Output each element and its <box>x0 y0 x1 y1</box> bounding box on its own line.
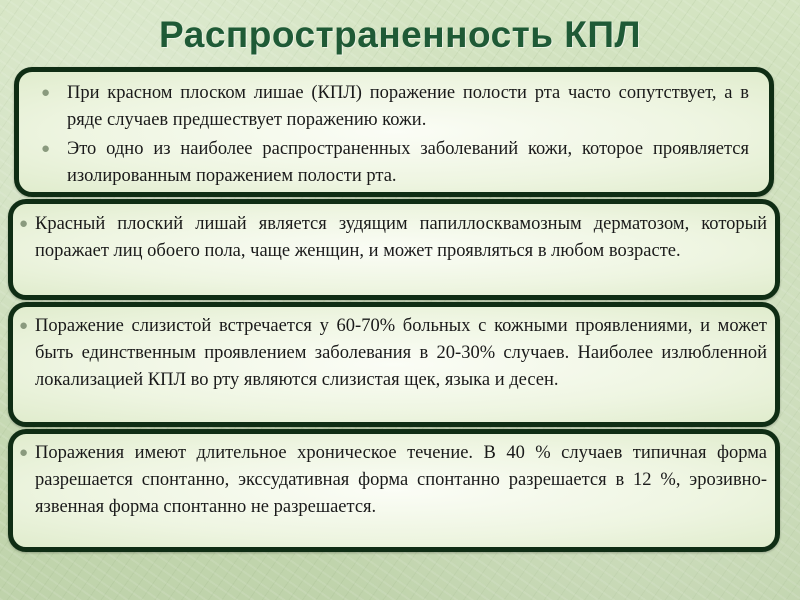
paragraph-text: Поражение слизистой встречается у 60-70% больных с кожными проявлениями, и может быть единственным проявлением заболевания в 20-30% случаев. Наиболее излюбленной локализацией КПЛ во рту являются слизистая щек, языка и десен. <box>35 316 767 390</box>
bullet-icon: ● <box>19 216 29 232</box>
paragraph <box>19 211 767 265</box>
paragraph <box>19 313 767 394</box>
bullet-text: При красном плоском лишае (КПЛ) поражение полости рта часто сопутствует, а в ряде случаев предшествует поражению кожи. <box>67 83 749 130</box>
text-panel-course <box>8 429 780 552</box>
bullet-icon: ● <box>19 445 29 461</box>
bullet-icon: ● <box>19 318 29 334</box>
paragraph-text: Поражения имеют длительное хроническое течение. В 40 % случаев типичная форма разрешается спонтанно, экссудативная форма спонтанно разрешается в 12 %, эрозивно-язвенная форма спонтанно не разрешается. <box>35 443 767 517</box>
paragraph <box>19 440 767 521</box>
list-item <box>37 136 749 190</box>
text-panel-mucosa <box>8 302 780 427</box>
text-panel-prevalence <box>14 67 774 197</box>
list-item <box>37 80 749 134</box>
slide-title: Распространенность КПЛ <box>159 14 641 55</box>
bullet-icon: ● <box>41 141 51 157</box>
bullet-icon: ● <box>41 85 51 101</box>
text-panel-definition <box>8 199 780 300</box>
paragraph-text: Красный плоский лишай является зудящим папиллосквамозным дерматозом, который поражает лиц обоего пола, чаще женщин, и может проявляться в любом возрасте. <box>35 214 767 261</box>
bullet-text: Это одно из наиболее распространенных заболеваний кожи, которое проявляется изолированным поражением полости рта. <box>67 139 749 186</box>
